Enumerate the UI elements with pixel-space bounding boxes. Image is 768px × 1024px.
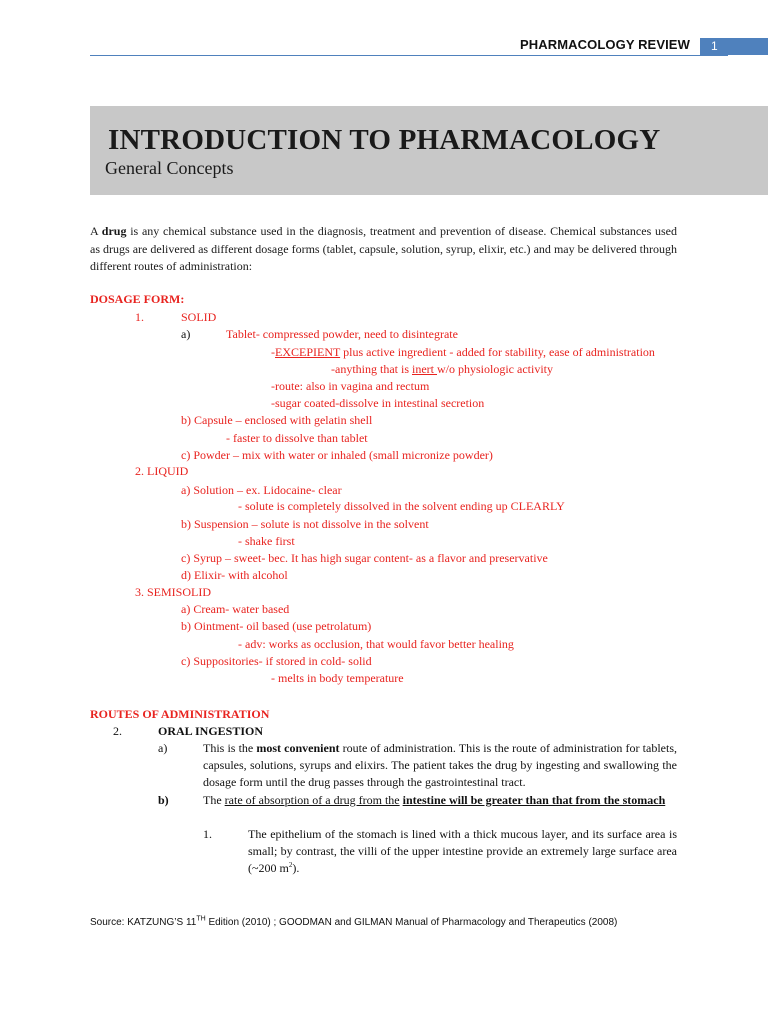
- oral-paragraph-b: [203, 792, 677, 809]
- intro-paragraph: [90, 223, 677, 276]
- excipient-line: [271, 345, 655, 360]
- superscript: 2: [288, 861, 293, 869]
- ointment-line: b) Ointment- oil based (use petrolatum): [181, 619, 372, 633]
- list-number: 1.: [203, 827, 212, 841]
- excipient-term: EXCEPIENT: [275, 345, 341, 359]
- list-letter: a): [158, 741, 168, 755]
- dosage-form-heading: DOSAGE FORM:: [90, 292, 185, 306]
- intro-text: A: [90, 224, 102, 238]
- route-line: -route: also in vagina and rectum: [271, 379, 430, 393]
- list-number: 2.: [113, 724, 122, 738]
- inert-term: inert: [412, 362, 437, 376]
- sugar-coated-line: -sugar coated-dissolve in intestinal secretion: [271, 396, 485, 410]
- superscript: TH: [196, 915, 206, 923]
- page-number: 1: [711, 39, 718, 53]
- cream-line: a) Cream- water based: [181, 602, 290, 616]
- list-letter: a): [181, 327, 191, 341]
- text: The epithelium of the stomach is lined with a thick mucous layer, and its surface area is small; by contrast, the villi of the upper intestine provide an extremely large surface area (~200 m: [248, 827, 677, 875]
- solution-note: - solute is completely dissolved in the solvent ending up CLEARLY: [238, 499, 565, 513]
- title-block: [90, 106, 768, 195]
- solution-line: a) Solution – ex. Lidocaine- clear: [181, 483, 342, 497]
- semisolid-heading: 3. SEMISOLID: [135, 585, 212, 599]
- epithelium-paragraph: [248, 826, 677, 877]
- text: w/o physiologic activity: [437, 362, 553, 376]
- text: plus active ingredient - added for stability, ease of administration: [340, 345, 655, 359]
- oral-ingestion-heading: ORAL INGESTION: [158, 724, 264, 738]
- elixir-line: d) Elixir- with alcohol: [181, 568, 288, 582]
- liquid-heading: 2. LIQUID: [135, 464, 189, 478]
- source-footer: [90, 917, 617, 928]
- running-header-title: PHARMACOLOGY REVIEW: [520, 37, 690, 52]
- tablet-line: Tablet- compressed powder, need to disintegrate: [226, 327, 458, 341]
- solid-heading: SOLID: [181, 310, 217, 324]
- inert-line: [331, 362, 553, 377]
- page-title: INTRODUCTION TO PHARMACOLOGY: [108, 124, 661, 156]
- page-subtitle: General Concepts: [105, 158, 234, 178]
- text: route of administration. This is the route of administration for tablets, capsules, solutions, syrups and elixirs. The patient takes the drug by ingesting and swallowing the dosage form until the drug passes through the gastrointestinal tract.: [203, 741, 677, 789]
- text: Edition (2010) ; GOODMAN and GILMAN Manual of Pharmacology and Therapeutics (2008): [205, 917, 618, 928]
- oral-paragraph-a: [203, 740, 677, 791]
- header-rule: [90, 55, 728, 56]
- powder-line: c) Powder – mix with water or inhaled (small micronize powder): [181, 448, 493, 462]
- absorption-phrase: rate of absorption of a drug from the: [224, 793, 400, 807]
- capsule-line: b) Capsule – enclosed with gelatin shell: [181, 413, 373, 427]
- suppository-note: - melts in body temperature: [271, 671, 404, 685]
- drug-term: drug: [101, 224, 127, 238]
- page-number-badge: [700, 38, 768, 55]
- suspension-line: b) Suspension – solute is not dissolve in the solvent: [181, 517, 429, 531]
- syrup-line: c) Syrup – sweet- bec. It has high sugar content- as a flavor and preservative: [181, 551, 548, 565]
- capsule-note: - faster to dissolve than tablet: [226, 431, 368, 445]
- text: This is the: [203, 741, 257, 755]
- text: -anything that is: [331, 362, 412, 376]
- most-convenient-term: most convenient: [256, 741, 340, 755]
- ointment-note: - adv: works as occlusion, that would favor better healing: [238, 637, 514, 651]
- suspension-note: - shake first: [238, 534, 295, 548]
- text: Source: KATZUNG’S 11: [90, 917, 197, 928]
- text: The: [203, 793, 225, 807]
- list-letter: b): [158, 793, 169, 807]
- list-number: 1.: [135, 310, 144, 324]
- routes-heading: ROUTES OF ADMINISTRATION: [90, 707, 270, 721]
- text: -: [271, 345, 275, 359]
- intestine-phrase: intestine will be greater than that from the stomach: [402, 793, 666, 807]
- intro-text: is any chemical substance used in the diagnosis, treatment and prevention of disease. Chemical substances used as drugs are delivered as different dosage forms (tablet, capsule, solution, syrup, elixir, etc.) and may be delivered through different routes of administration:: [90, 224, 677, 273]
- suppository-line: c) Suppositories- if stored in cold- solid: [181, 654, 372, 668]
- text: ).: [292, 861, 300, 875]
